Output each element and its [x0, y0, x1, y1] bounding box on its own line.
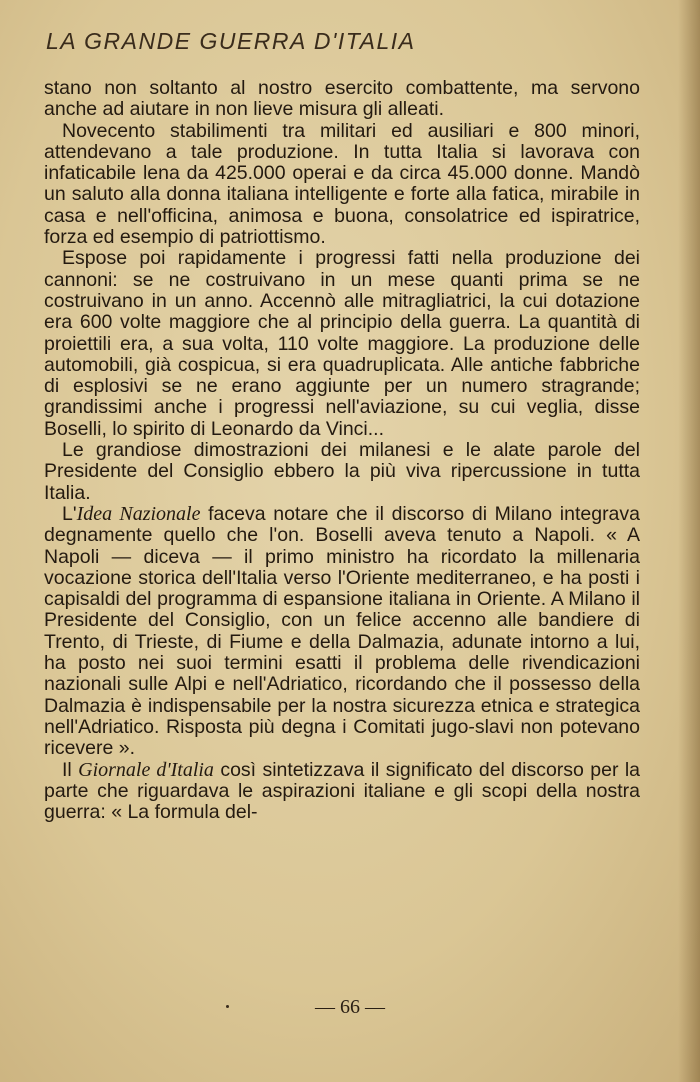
running-title: LA GRANDE GUERRA D'ITALIA: [46, 28, 416, 54]
paragraph-5: L'Idea Nazionale faceva notare che il discorso di Milano integrava degnamente quello che l'on. Boselli aveva tenuto a Napoli. « A Napoli — diceva — il primo ministro ha ricordato la millenaria vocazione storica dell'Italia verso l'Oriente mediterraneo, e ha posti i capisaldi del programma di espansione italiana in Oriente. A Milano il Presidente del Consiglio, con un felice accenno alle bandiere di Trento, di Trieste, di Fiume e della Dalmazia, adunate intorno a lui, ha posto nei suoi termini esatti il problema delle rivendicazioni nazionali sulle Alpi e nell'Adriatico, ricordando che il possesso della Dalmazia è indispensabile per la nostra sicurezza etnica e strategica nell'Adriatico. Risposta più degna i Comitati jugo-slavi non potevano ricevere ».: [44, 502, 640, 760]
newspaper-title-idea-nazionale: Idea Nazionale: [76, 502, 201, 525]
paragraph-3: Espose poi rapidamente i progressi fatti nella produzione dei cannoni: se ne costruivano in un mese quanti prima se ne costruivano in un anno. Accennò alle mitragliatrici, la cui dotazione era 600 volte maggiore che al principio della guerra. La quantità di proiettili era, a sua volta, 110 volte maggiore. La produzione delle automobili, già cospicua, si era quadruplicata. Alle antiche fabbriche di esplosivi se ne erano aggiunte per un numero stragrande; grandissimi anche i progressi nell'aviazione, su cui veglia, disse Boselli, lo spirito di Leonardo da Vinci...: [44, 247, 640, 440]
paragraph-6: Il Giornale d'Italia così sintetizzava il significato del discorso per la parte che riguardava le aspirazioni italiane e gli scopi della nostra guerra: « La formula del-: [44, 758, 641, 824]
page-edge-shadow: [678, 0, 700, 1082]
page-number: — 66 —: [315, 996, 385, 1018]
paragraph-1: stano non soltanto al nostro esercito combattente, ma servono anche ad aiutare in non lieve misura gli alleati.: [44, 77, 640, 121]
paragraph-2: Novecento stabilimenti tra militari ed ausiliari e 800 minori, attendevano a tale produzione. In tutta Italia si lavorava con infaticabile lena da 425.000 operai e da circa 45.000 donne. Mandò un saluto alla donna italiana intelligente e forte alla fatica, mirabile in casa e nell'officina, animosa e buona, consolatrice ed ispiratrice, forza ed esempio di patriottismo.: [44, 119, 640, 249]
paragraph-4: Le grandiose dimostrazioni dei milanesi e le alate parole del Presidente del Consiglio ebbero la più viva ripercussione in tutta Italia.: [44, 439, 640, 504]
body-text: [44, 78, 640, 823]
newspaper-title-giornale-d-italia: Giornale d'Italia: [78, 758, 214, 781]
